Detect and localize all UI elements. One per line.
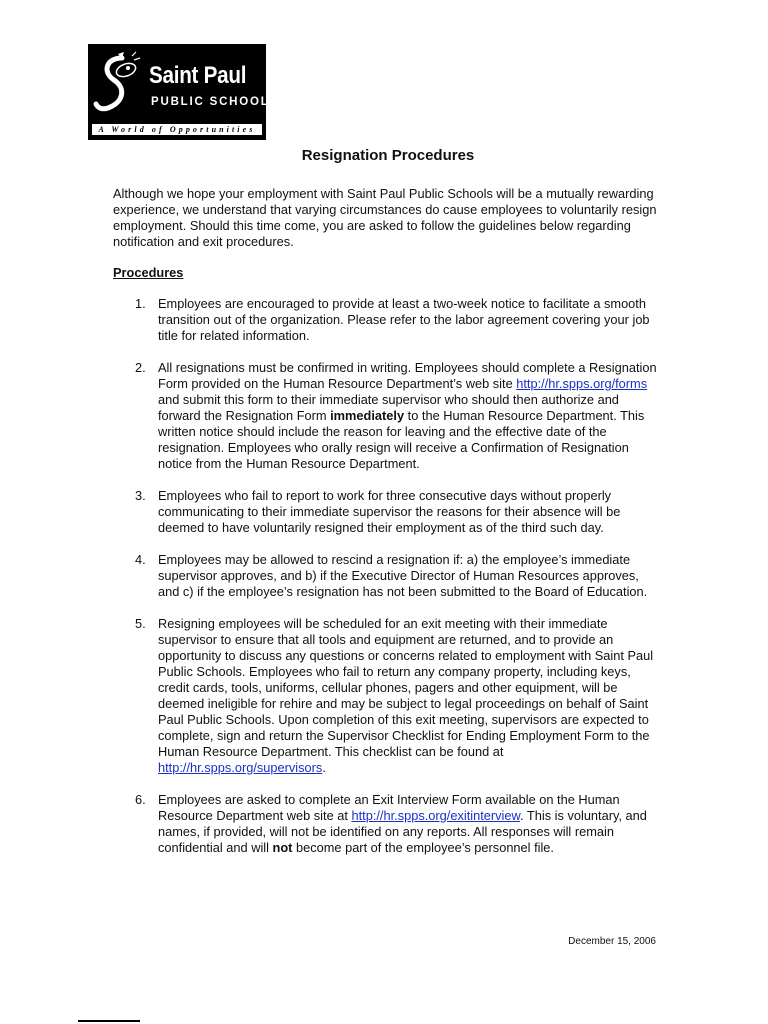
item-text: All resignations must be confirmed in writing. Employees should complete a Resignation Form provided on the Human Resource Department’s web site	[158, 360, 657, 391]
procedures-list	[113, 296, 658, 872]
forms-link[interactable]: http://hr.spps.org/forms	[516, 376, 648, 391]
item-number: 4.	[135, 552, 146, 567]
logo-subtitle: PUBLIC SCHOOLS	[151, 96, 280, 108]
emphasis-text: immediately	[330, 408, 405, 423]
item-number: 1.	[135, 296, 146, 311]
list-item	[113, 488, 658, 536]
item-text: Employees may be allowed to rescind a resignation if: a) the employee’s immediate supervisor approves, and b) if the Executive Director of Human Resources approves, and c) if the employee’s resignation has not been submitted to the Board of Education.	[158, 552, 648, 599]
item-text: and submit this form to their immediate supervisor who should then authorize and forward the Resignation Form	[158, 392, 619, 423]
item-text: .	[322, 760, 326, 775]
logo-name: Saint Paul	[149, 62, 247, 89]
item-text: Employees are asked to complete an Exit Interview Form available on the Human Resource Department web site at	[158, 792, 620, 823]
item-number: 5.	[135, 616, 146, 631]
emphasis-text: not	[272, 840, 293, 855]
item-text: to the Human Resource Department. This written notice should include the reason for leaving and the effective date of the resignation. Employees who orally resign will receive a Confirmation of Resignation notice from the Human Resource Department.	[158, 408, 645, 471]
item-number: 2.	[135, 360, 146, 375]
document-date: December 15, 2006	[568, 936, 656, 947]
item-text: Employees who fail to report to work for three consecutive days without properly communicating to their immediate supervisor the reasons for their absence will be deemed to have voluntarily resigned their employment as of the third such day.	[158, 488, 621, 535]
footer-rule	[78, 1020, 140, 1022]
supervisors-link[interactable]: http://hr.spps.org/supervisors	[158, 760, 323, 775]
list-item	[113, 552, 658, 600]
item-text: Employees are encouraged to provide at least a two-week notice to facilitate a smooth transition out of the organization. Please refer to the labor agreement covering your job title for related information.	[158, 296, 650, 343]
document-title: Resignation Procedures	[301, 147, 475, 164]
item-number: 6.	[135, 792, 146, 807]
logo-mark-icon	[92, 48, 144, 124]
list-item	[113, 360, 658, 472]
item-text: become part of the employee’s personnel file.	[292, 840, 554, 855]
logo-tagline: A World of Opportunities	[92, 124, 262, 135]
list-item	[113, 616, 658, 776]
saint-paul-public-schools-logo	[88, 44, 280, 140]
intro-paragraph: Although we hope your employment with Saint Paul Public Schools will be a mutually rewarding experience, we understand that varying circumstances do cause employees to voluntarily resign employment. Should this time come, you are asked to follow the guidelines below regarding notification and exit procedures.	[113, 186, 657, 249]
item-number: 3.	[135, 488, 146, 503]
exit-interview-link[interactable]: http://hr.spps.org/exitinterview	[351, 808, 521, 823]
item-text: . This is voluntary, and names, if provided, will not be identified on any reports. All responses will remain confidential and will	[158, 808, 647, 855]
list-item	[113, 792, 658, 856]
procedures-heading: Procedures	[113, 265, 184, 280]
item-text: Resigning employees will be scheduled for an exit meeting with their immediate supervisor to ensure that all tools and equipment are returned, and to provide an opportunity to discuss any questions or concerns related to employment with Saint Paul Public Schools. Employees who fail to return any company property, including keys, credit cards, tools, uniforms, cellular phones, pagers and other equipment, will be deemed ineligible for rehire and may be subject to legal proceedings on behalf of Saint Paul Public Schools. Upon completion of this exit meeting, supervisors are expected to complete, sign and return the Supervisor Checklist for Ending Employment Form to the Human Resource Department. This checklist can be found at	[158, 616, 654, 759]
list-item	[113, 296, 658, 344]
